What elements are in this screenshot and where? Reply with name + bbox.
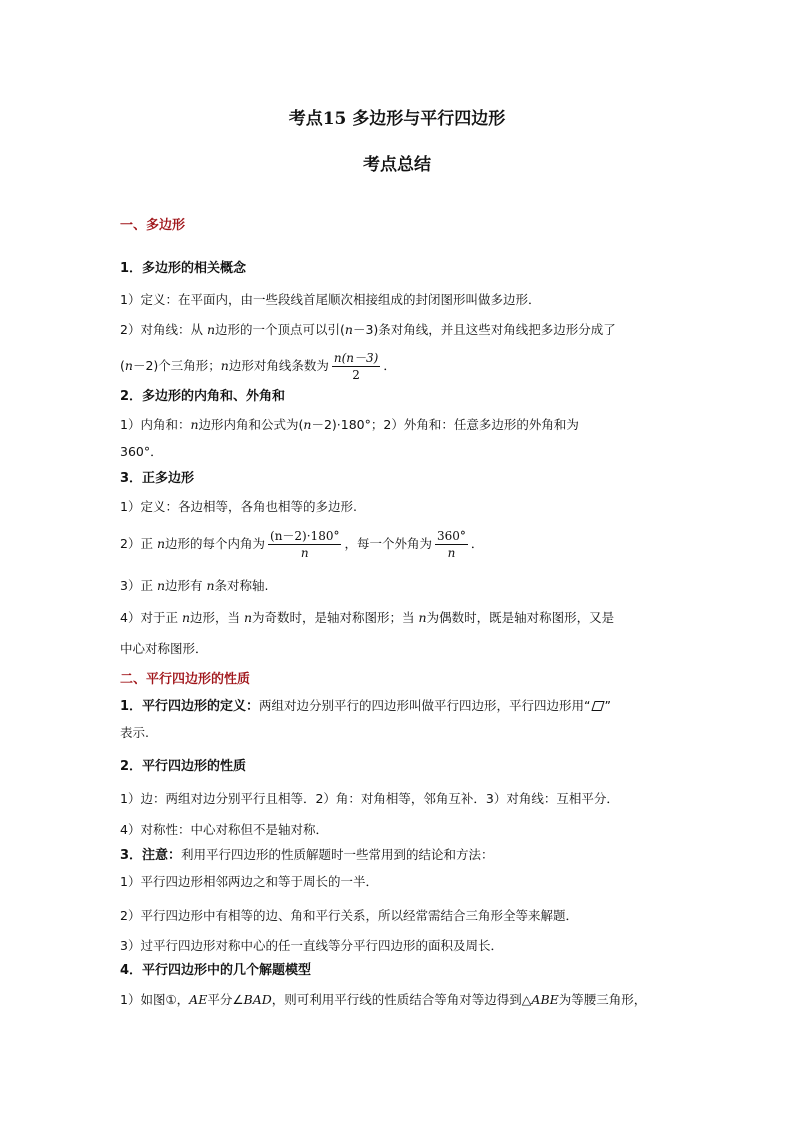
text-line: 中心对称图形．	[120, 641, 208, 656]
subheading-angle-sum: 2．多边形的内角和、外角和	[120, 389, 286, 404]
subheading-regular-polygon: 3．正多边形	[120, 471, 195, 486]
text-line: 4）对称性：中心对称但不是轴对称．	[120, 822, 328, 837]
text-line-diagonal-count: (n－2)个三角形；n边形对角线条数为 $\frac{n(n-3)}{2}$ ．	[120, 351, 396, 382]
text-line: 表示.	[120, 725, 149, 740]
fraction-interior-angle: $\frac{(n-2)\cdot 180^\circ}{n}$	[270, 529, 340, 560]
text-line: 3）过平行四边形对称中心的任一直线等分平行四边形的面积及周长．	[120, 938, 503, 953]
text-line: 360°．	[120, 444, 163, 459]
text-line: 1）平行四边形相邻两边之和等于周长的一半．	[120, 874, 378, 889]
text-line-diagonal: 2）对角线：从 n边形的一个顶点可以引(n－3)条对角线，并且这些对角线把多边形分成了	[120, 322, 616, 337]
section-heading-polygon: 一、多边形	[120, 218, 186, 233]
text-line: 1）定义：各边相等，各角也相等的多边形.	[120, 499, 357, 514]
text-line-angle-sum: 1）内角和：n边形内角和公式为(n－2)·180°；2）外角和：任意多边形的外角和为	[120, 417, 579, 432]
fraction-diagonal-count: $\frac{n(n-3)}{2}$	[333, 351, 379, 382]
text-line-regular-angles: 2）正 n边形的每个内角为 $\frac{(n-2)\cdot 180^\circ}{n}$ ，每一个外角为 $\frac{360^\circ}{n}$ ．	[120, 529, 484, 560]
subheading-parallelogram-properties: 2．平行四边形的性质	[120, 759, 247, 774]
text-line: 1）定义：在平面内，由一些段线首尾顺次相接组成的封闭图形叫做多边形．	[120, 292, 541, 307]
fraction-exterior-angle: $\frac{360^\circ}{n}$	[436, 529, 466, 560]
text-line: 2）平行四边形中有相等的边、角和平行关系，所以经常需结合三角形全等来解题．	[120, 908, 578, 923]
document-title: 考点15 多边形与平行四边形	[288, 109, 506, 129]
text-line-model-1: 1）如图①，AE平分∠BAD，则可利用平行线的性质结合等角对等边得到△ABE为等腰三角形，	[120, 992, 647, 1007]
section-heading-parallelogram: 二、平行四边形的性质	[120, 672, 251, 687]
text-line-symmetry-axes: 3）正 n边形有 n条对称轴.	[120, 578, 269, 593]
text-line-note: 3．注意：利用平行四边形的性质解题时一些常用到的结论和方法：	[120, 847, 494, 863]
text-line: 1）边：两组对边分别平行且相等．2）角：对角相等，邻角互补．3）对角线：互相平分．	[120, 791, 619, 806]
subheading-polygon-concepts: 1．多边形的相关概念	[120, 261, 247, 276]
text-line-definition: 1．平行四边形的定义：两组对边分别平行的四边形叫做平行四边形，平行四边形用“ ”	[120, 698, 612, 714]
document-subtitle: 考点总结	[363, 155, 431, 175]
subheading-solution-models: 4．平行四边形中的几个解题模型	[120, 963, 312, 978]
text-line-symmetry-type: 4）对于正 n边形，当 n为奇数时，是轴对称图形；当 n为偶数时，既是轴对称图形，又是	[120, 610, 615, 625]
parallelogram-symbol-icon	[591, 701, 604, 711]
